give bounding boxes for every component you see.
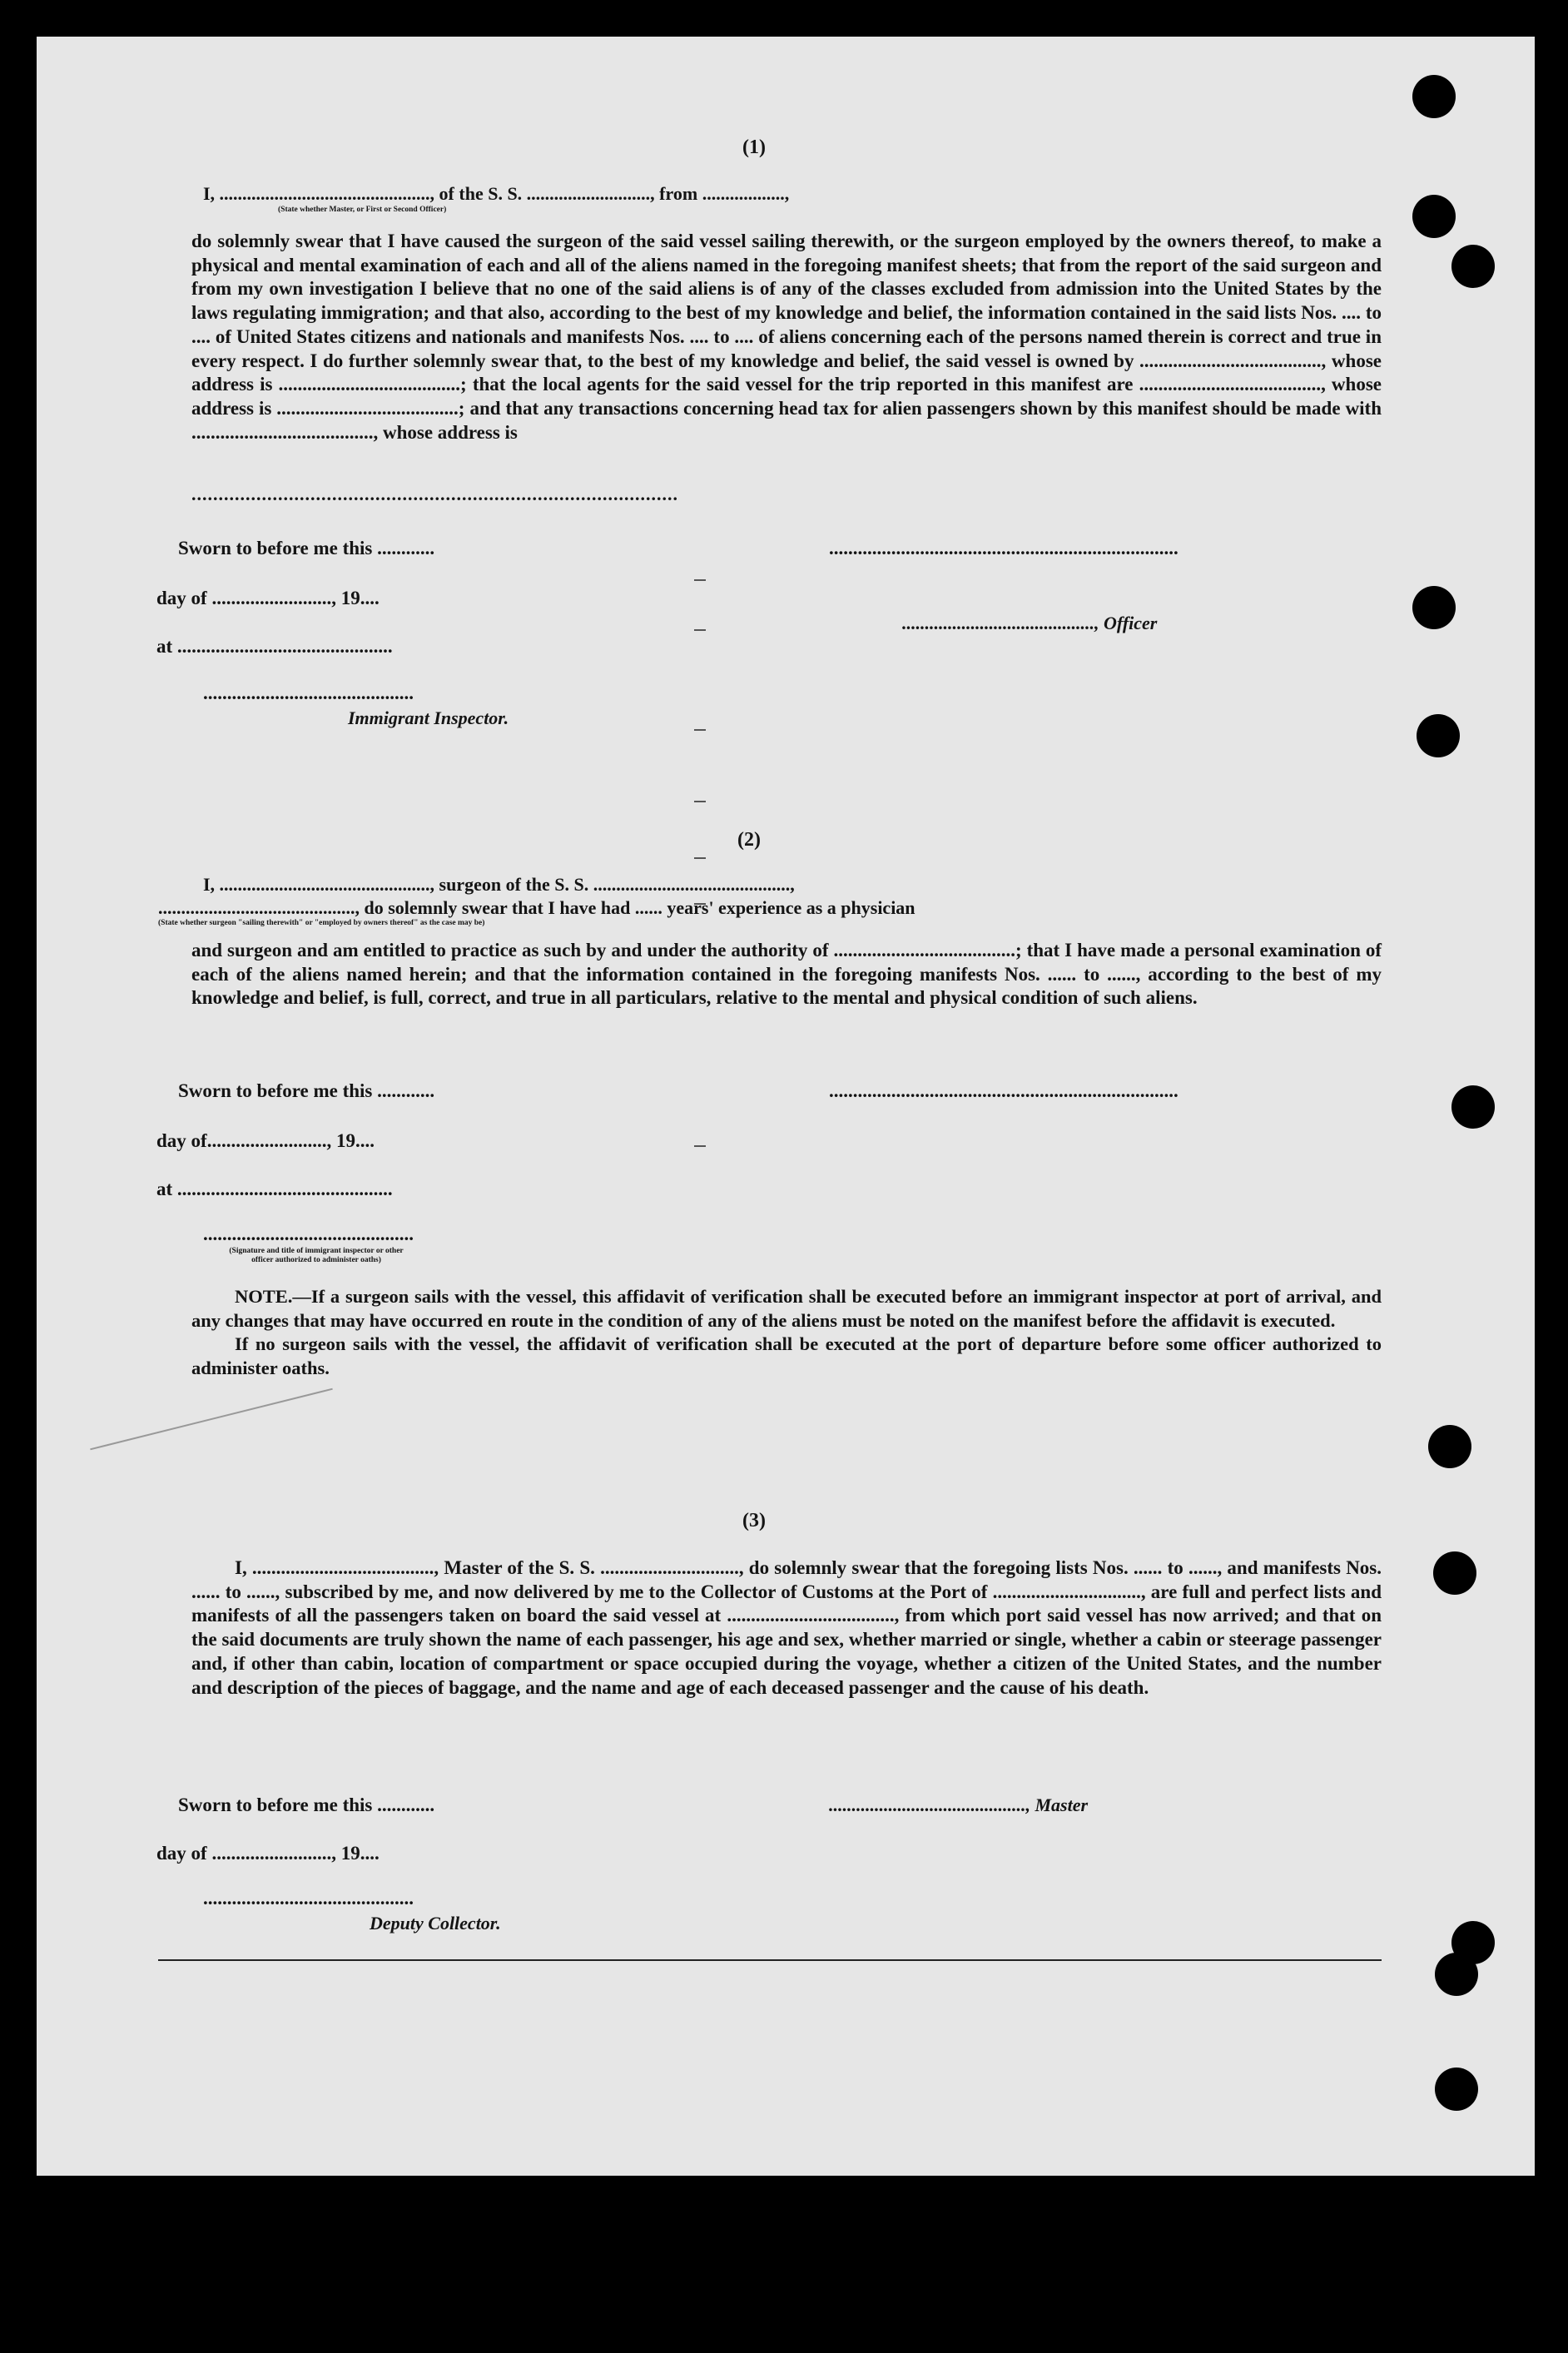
- section-1-oath-line: I, .............................................., of the S. S. ..........................., from ..................,: [203, 183, 790, 204]
- section-2-right-dots: .........................................................................: [829, 1080, 1178, 1101]
- section-2-body: [191, 939, 1382, 1010]
- section-3-body: [191, 1556, 1382, 1700]
- section-1-number: (1): [742, 137, 766, 158]
- section-2-line-2: ..........................................., do solemnly swear that I have had ...... years' experience as a physician: [158, 897, 915, 918]
- section-3-master-line: ..........................................., Master: [829, 1795, 1089, 1815]
- section-1-trailing-dots: ..........................................................................................: [191, 484, 678, 504]
- section-3-collector-label: Deputy Collector.: [370, 1913, 501, 1934]
- punch-hole: [1451, 245, 1495, 288]
- section-2-at-line: at .............................................: [156, 1179, 393, 1199]
- stray-mark: [694, 801, 706, 802]
- section-1-oath-caption: (State whether Master, or First or Second Officer): [278, 206, 447, 214]
- stray-mark: [694, 857, 706, 859]
- section-3-signature-dots: ............................................: [203, 1888, 414, 1909]
- section-2-number: (2): [737, 829, 761, 851]
- section-1-at-line: at .............................................: [156, 636, 393, 657]
- section-1-inspector-label: Immigrant Inspector.: [348, 707, 509, 728]
- section-1-sworn-line: Sworn to before me this ............: [178, 538, 435, 558]
- stray-mark: [694, 729, 706, 731]
- section-2-day-of-line: day of........................., 19....: [156, 1130, 375, 1151]
- punch-hole: [1435, 1953, 1478, 1996]
- punch-hole: [1435, 2068, 1478, 2111]
- stray-mark: [694, 629, 706, 631]
- section-2-signature-dots: ............................................: [203, 1224, 414, 1244]
- section-1-body: [191, 230, 1382, 444]
- section-2-signature-caption: (Signature and title of immigrant inspector or other officer authorized to administer oaths): [229, 1247, 404, 1264]
- section-2-note-1: NOTE.—If a surgeon sails with the vessel, this affidavit of verification shall be executed before an immigrant inspector at port of arrival, and any changes that may have occurred en route in the condition of any of the aliens must be noted on the manifest before the affidavit is executed.: [191, 1286, 1382, 1331]
- stray-mark: [694, 579, 706, 581]
- stray-mark: [694, 1145, 706, 1147]
- punch-hole: [1417, 714, 1460, 757]
- punch-hole: [1451, 1085, 1495, 1129]
- section-3-text: I, ......................................, Master of the S. S. ............................., do solemnly swear that the foregoing lists Nos. ...... to ......, and manifests Nos. ...... to ......, subscribed by me, and now delivered by me to the Collector of Customs at the Port of ..............................., are full and perfect lists and manifests of all the passengers taken on board the said vessel at ..................................., from which port said vessel has now arrived; and that on the said documents are truly shown the name of each passenger, his age and sex, whether married or single, whether a cabin or steerage passenger and, if other than cabin, location of compartment or space occupied during the voyage, whether a citizen of the United States, and the number and description of the pieces of baggage, and the name and age of each deceased passenger and the cause of his death.: [191, 1557, 1382, 1698]
- punch-hole: [1412, 586, 1456, 629]
- section-3-day-of-line: day of ........................., 19....: [156, 1843, 380, 1864]
- section-2-note: [191, 1285, 1382, 1380]
- punch-hole: [1412, 75, 1456, 118]
- section-2-oath-line: I, .............................................., surgeon of the S. S. ...........................................,: [203, 874, 795, 895]
- scratch-line: [90, 1388, 333, 1451]
- punch-hole: [1428, 1425, 1471, 1468]
- section-2-text: and surgeon and am entitled to practice as such by and under the authority of ......................................; that I have made a personal examination of each of the aliens named herein; and that the information contained in the foregoing manifests Nos. ...... to ......, according to the best of my knowledge and belief, is full, correct, and true in all particulars, relative to the mental and physical condition of such aliens.: [191, 940, 1382, 1009]
- section-1-signature-dots: ............................................: [203, 683, 414, 703]
- section-1-text: do solemnly swear that I have caused the surgeon of the said vessel sailing therewith, or the surgeon employed by the owners thereof, to make a physical and mental examination of each and all of the aliens named in the foregoing manifest sheets; that from the report of the said surgeon and from my own investigation I believe that no one of the said aliens is of any of the classes excluded from admission into the United States by the laws regulating immigration; and that also, according to the best of my knowledge and belief, the information contained in the said lists Nos. .... to .... of United States citizens and nationals and manifests Nos. .... to .... of aliens concerning each of the persons named therein is correct and true in every respect. I do further solemnly swear that, to the best of my knowledge and belief, the said vessel is owned by ......................................, whose address is ......................................; that the local agents for the said vessel for the trip reported in this manifest are ......................................, whose address is ......................................; and that any transactions concerning head tax for alien passengers shown by this manifest should be made with ......................................, whose address is: [191, 231, 1382, 443]
- punch-hole: [1412, 195, 1456, 238]
- section-3-number: (3): [742, 1510, 766, 1531]
- punch-hole: [1433, 1551, 1476, 1595]
- section-1-officer-dots: .........................................................................: [829, 538, 1178, 558]
- section-2-line-2-caption: (State whether surgeon "sailing therewith" or "employed by owners thereof" as the case may be): [158, 919, 485, 927]
- bottom-rule: [158, 1959, 1382, 1961]
- document-page: [37, 37, 1535, 2176]
- section-1-officer-line: .........................................., Officer: [902, 613, 1158, 633]
- section-2-note-2: If no surgeon sails with the vessel, the affidavit of verification shall be executed at the port of departure before some officer authorized to administer oaths.: [191, 1333, 1382, 1378]
- section-2-sworn-line: Sworn to before me this ............: [178, 1080, 435, 1101]
- section-1-day-of-line: day of ........................., 19....: [156, 588, 380, 608]
- section-3-sworn-line: Sworn to before me this ............: [178, 1795, 435, 1815]
